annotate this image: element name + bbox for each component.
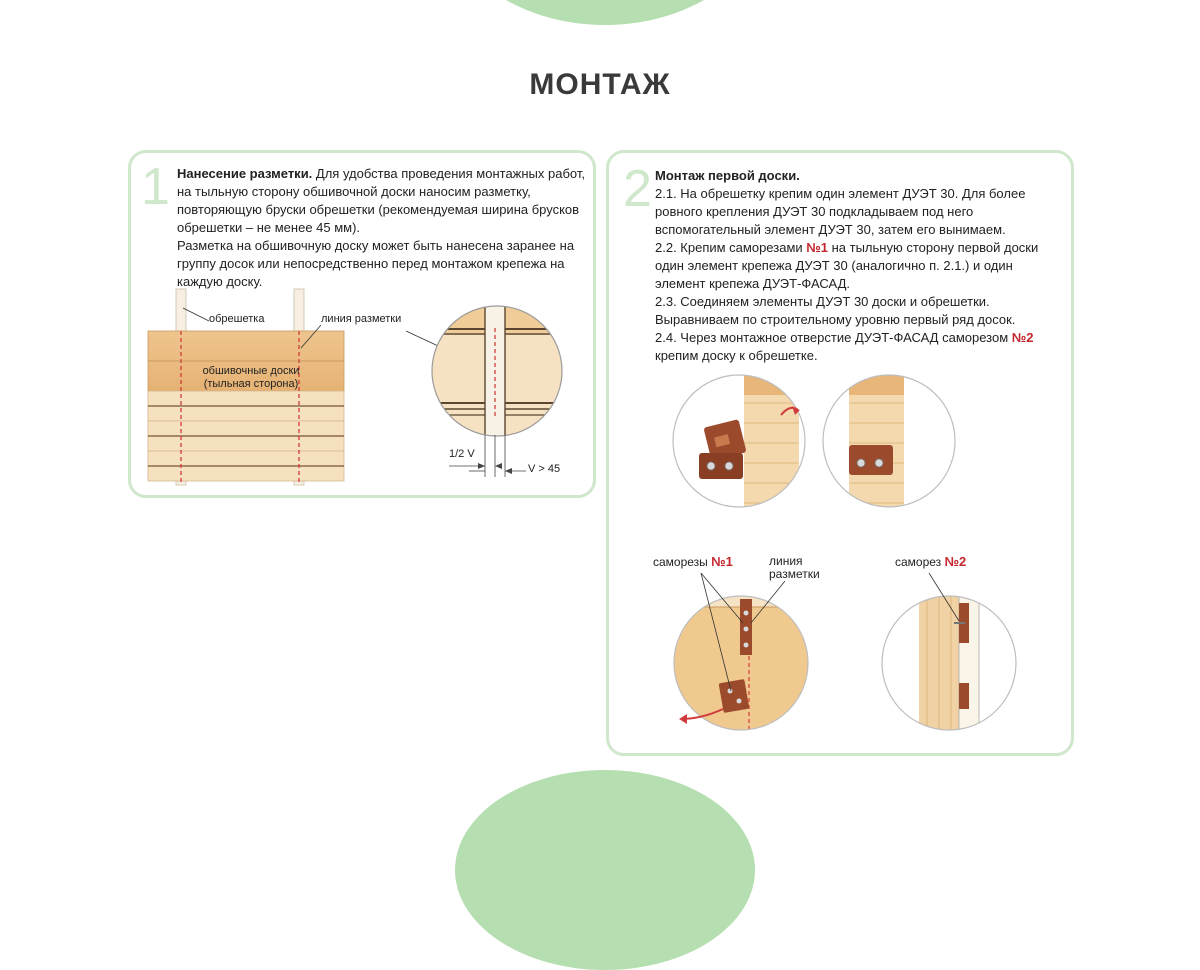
label-marking-line-2: [769, 555, 820, 581]
label-line-1: линия: [769, 554, 803, 568]
step-1-text-a: Для удобства проведения монтажных работ, на тыльную сторону обшивочной доски наносим разметку, повторяющую бруски обрешетки (рекомендуемая ширина брусков обрешетки – не менее 45 мм).: [177, 166, 585, 235]
step-2-number: 2: [623, 160, 652, 218]
step-2-p3: 2.3. Соединяем элементы ДУЭТ 30 доски и обрешетки. Выравниваем по строительному уровню первый ряд досок.: [655, 294, 1016, 327]
step-1-number: 1: [141, 158, 170, 216]
step-2-p2-a: 2.2. Крепим саморезами: [655, 240, 807, 255]
label-boards-line-2: (тыльная сторона): [203, 378, 299, 390]
dimension-half-v: 1/2 V: [449, 448, 475, 460]
step-1-heading: Нанесение разметки.: [177, 166, 313, 181]
label-boards: [171, 365, 331, 391]
screw-badge-1: №1: [806, 240, 828, 255]
step-2-heading: Монтаж первой доски.: [655, 168, 800, 183]
label-screw-text: саморез: [895, 555, 945, 569]
page-title: МОНТАЖ: [529, 68, 671, 101]
label-marking-line: линия разметки: [321, 313, 402, 325]
label-batten: обрешетка: [209, 313, 265, 325]
dimension-v: V > 45: [528, 463, 561, 475]
step-2-p4-b: крепим доску к обрешетке.: [655, 348, 818, 363]
detail-4-side-section: [879, 593, 1029, 733]
detail-1-fastener-with-spacer: [669, 373, 819, 513]
step-2-p4-a: 2.4. Через монтажное отверстие ДУЭТ-ФАСАД саморезом: [655, 330, 1012, 345]
label-screw-2: [895, 555, 966, 569]
label-screws-1: [653, 555, 733, 569]
label-line-2: разметки: [769, 567, 820, 581]
step-2-card: [606, 150, 1074, 756]
step-2-p1: 2.1. На обрешетку крепим один элемент ДУЭТ 30. Для более ровного крепления ДУЭТ 30 подкладываем под него вспомогательный элемент ДУЭТ 30, затем его вынимаем.: [655, 186, 1026, 237]
decor-circle-bottom: [455, 770, 755, 970]
label-screws-text: саморезы: [653, 555, 712, 569]
step-2-p2-b: на тыльную сторону первой доски один элемент крепежа ДУЭТ 30 (аналогично п. 2.1.) и один элемент крепежа ДУЭТ-ФАСАД.: [655, 240, 1039, 291]
detail-2-fastener-installed: [819, 373, 969, 513]
label-screw-badge: №2: [944, 554, 967, 569]
step-1-text-b: Разметка на обшивочную доску может быть нанесена заранее на группу досок или непосредственно перед монтажом крепежа на каждую доску.: [177, 238, 575, 289]
detail-3-board-back-screws: [669, 593, 819, 733]
label-boards-line-1: обшивочные доски: [202, 365, 300, 377]
screw-badge-2: №2: [1011, 330, 1034, 345]
installation-diagrams: [609, 153, 1071, 753]
step-1-card: [128, 150, 596, 498]
label-screws-badge: №1: [711, 554, 733, 569]
decor-circle-top: [440, 0, 770, 25]
